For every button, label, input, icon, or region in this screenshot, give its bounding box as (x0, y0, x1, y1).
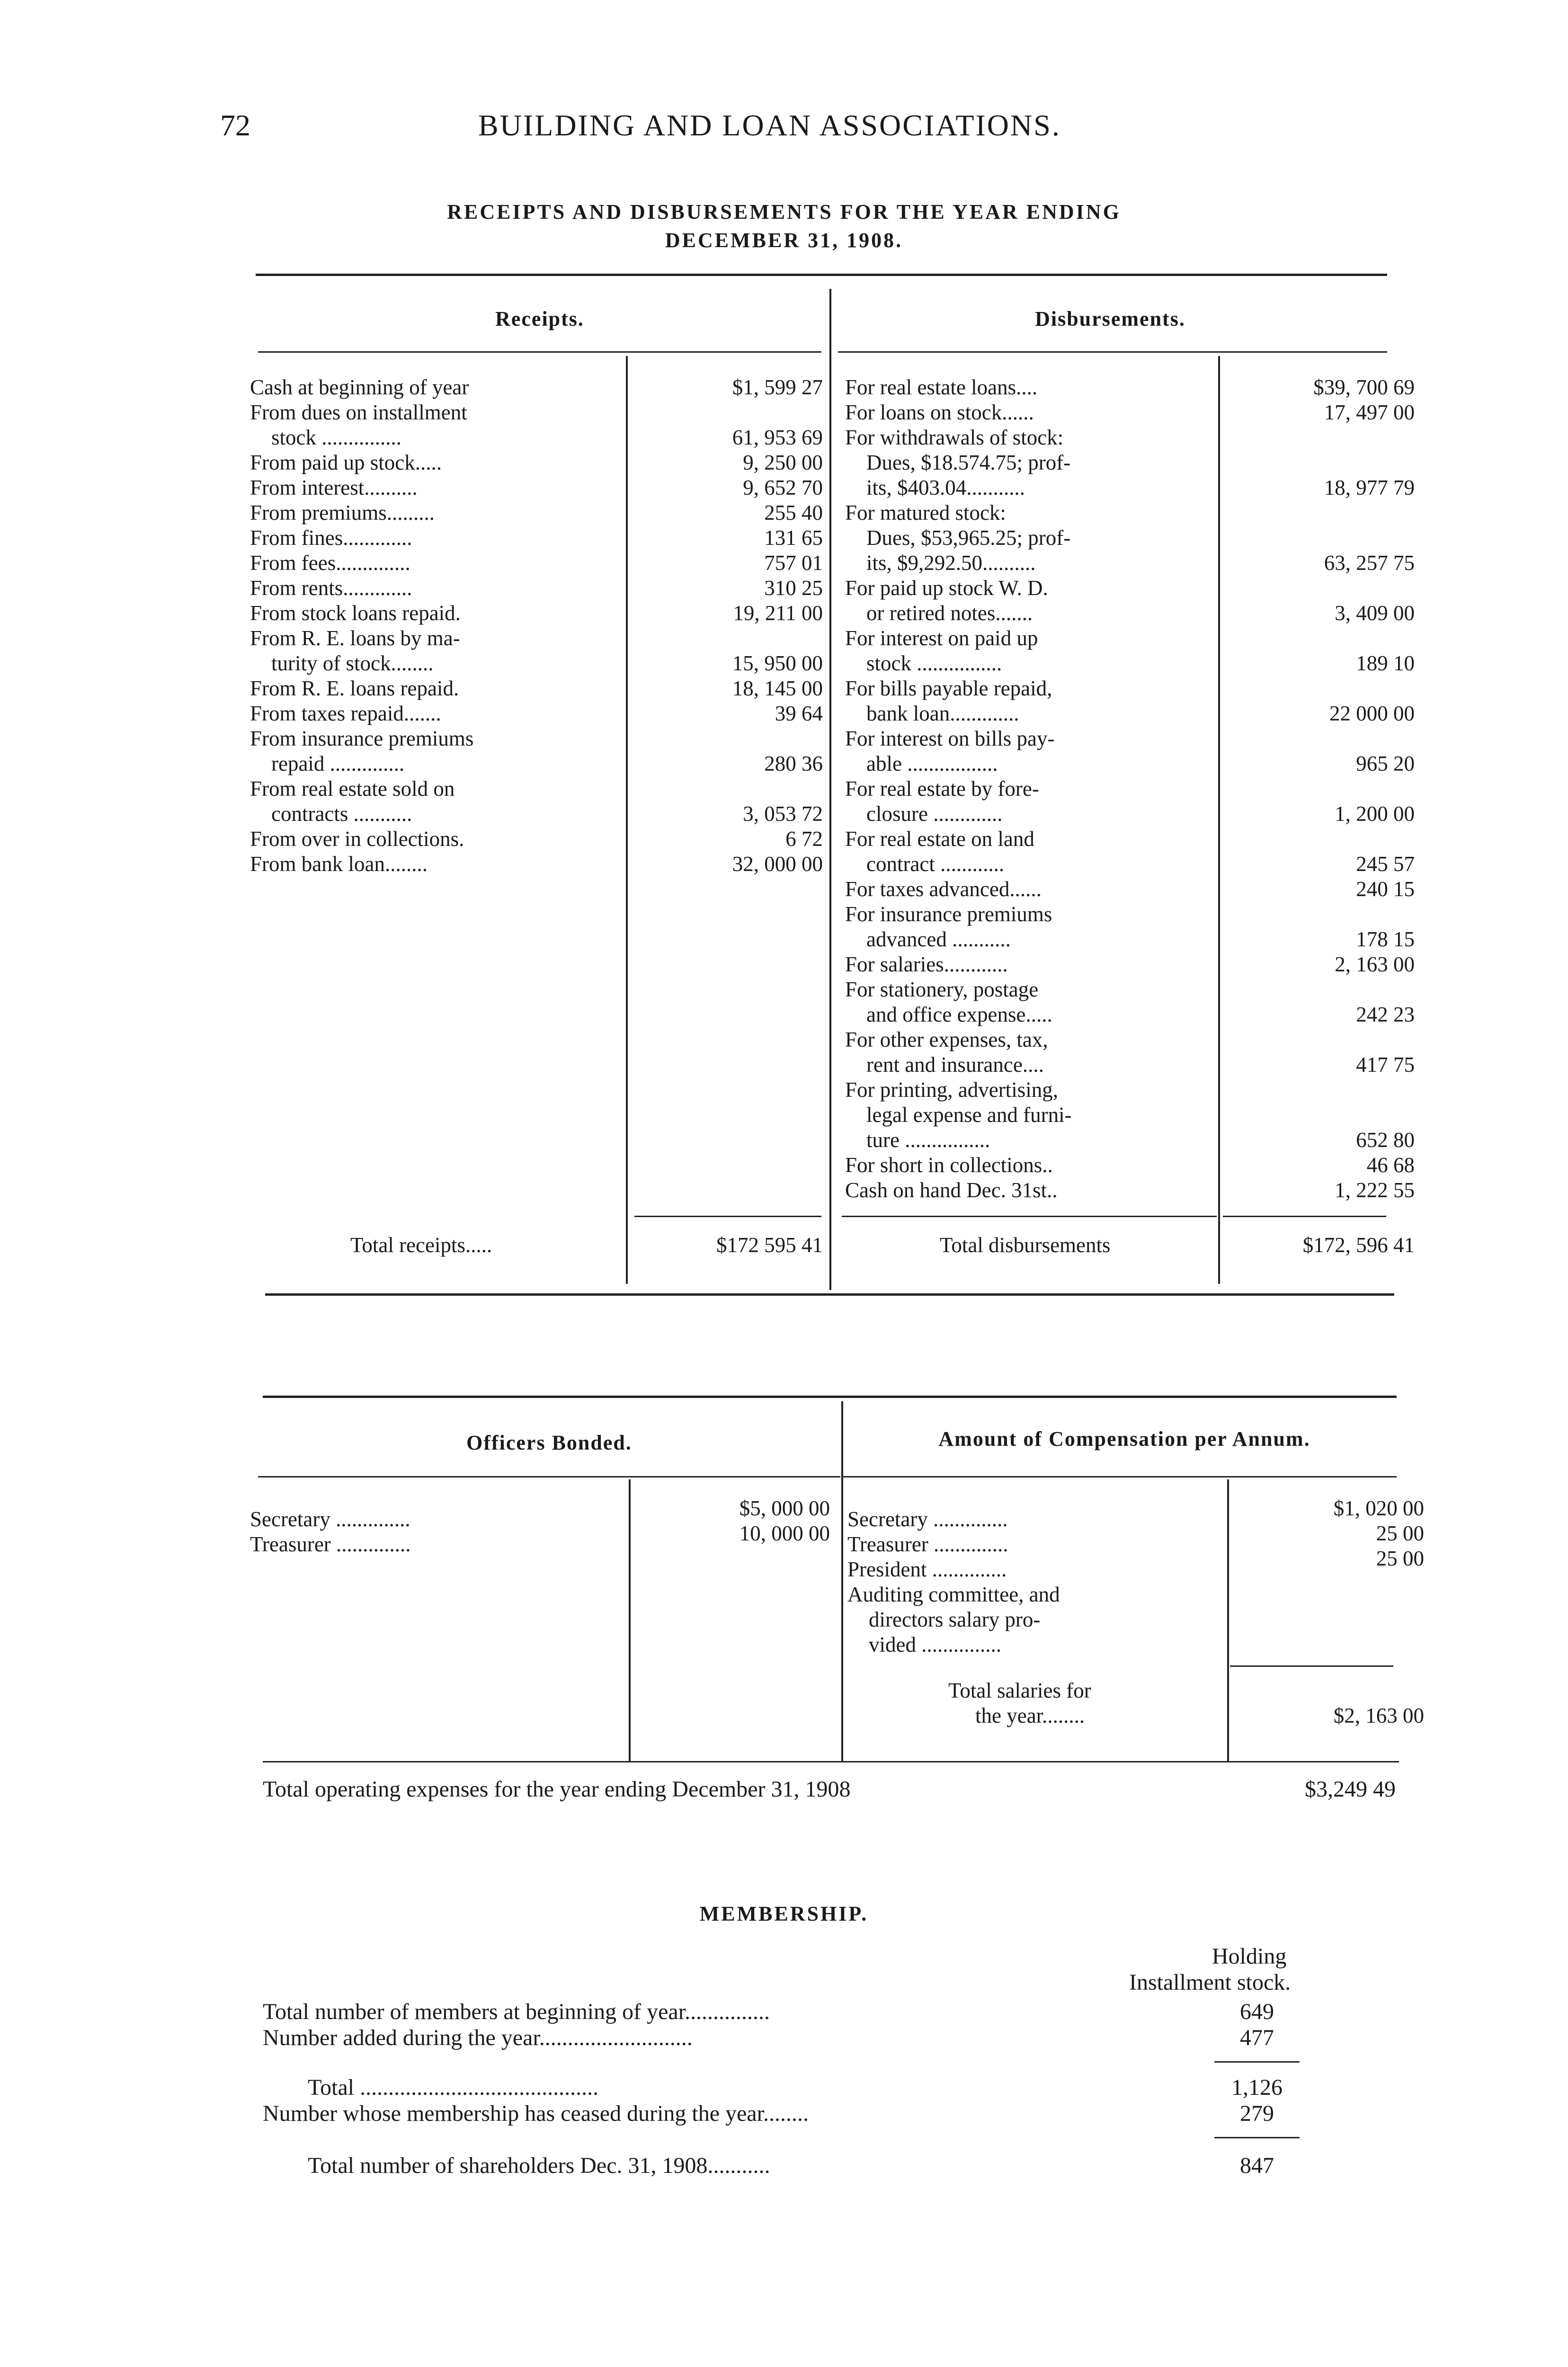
receipt-line-amount: $1, 599 27 (732, 375, 823, 399)
table-top-rule (256, 274, 1387, 276)
disbursement-line-amount: 18, 977 79 (1324, 476, 1415, 499)
receipt-line-label: From real estate sold on (250, 777, 455, 801)
disbursement-line-label: For stationery, postage (845, 978, 1039, 1001)
disbursement-line-label: stock ................ (845, 651, 1002, 675)
disbursement-line-amount: 2, 163 00 (1335, 952, 1415, 976)
compensation-line-label: Treasurer .............. (847, 1532, 1008, 1556)
membership-subtotal-rule (1214, 2061, 1300, 2063)
membership-row (263, 2100, 1399, 2127)
disbursements-heading-rule (838, 351, 1387, 353)
disbursement-line-label: able ................. (845, 752, 998, 775)
disbursement-line-label: For paid up stock W. D. (845, 576, 1048, 600)
disbursements-heading: Disbursements. (1035, 307, 1185, 330)
operating-expenses-label: Total operating expenses for the year ending December 31, 1908 (263, 1777, 851, 1802)
disbursement-line-label: closure ............. (845, 802, 1003, 826)
receipt-line-amount: 6 72 (785, 827, 823, 851)
compensation-line-label: vided ............... (847, 1633, 1001, 1656)
receipt-line-label: Cash at beginning of year (250, 375, 469, 399)
disbursement-line-label: For salaries............ (845, 952, 1008, 976)
disbursement-line-label: For bills payable repaid, (845, 676, 1052, 700)
officer-bond-line-label: Treasurer .............. (250, 1532, 411, 1556)
disbursement-line-label: For loans on stock...... (845, 400, 1034, 424)
officers-top-rule (263, 1396, 1397, 1398)
disbursement-line-label: rent and insurance.... (845, 1053, 1044, 1077)
receipt-line-amount: 18, 145 00 (732, 676, 823, 700)
table-center-divider (829, 289, 831, 1290)
receipt-line-label: From over in collections. (250, 827, 464, 851)
officer-bond-line-amount: $5, 000 00 (739, 1496, 830, 1520)
receipt-line-label: From R. E. loans repaid. (250, 676, 459, 700)
disbursement-line-amount: 63, 257 75 (1324, 551, 1415, 575)
compensation-total-rule (1230, 1665, 1393, 1667)
disbursements-amounts (1221, 375, 1415, 1203)
disbursements-labels (845, 375, 1216, 1203)
receipts-total-label: Total receipts..... (350, 1233, 492, 1257)
membership-row-label: Total number of shareholders Dec. 31, 1908........... (263, 2153, 770, 2178)
membership-row-label: Total number of members at beginning of year............... (263, 1999, 770, 2024)
receipts-label-divider (626, 356, 628, 1284)
officers-bonded-heading: Officers Bonded. (466, 1431, 632, 1454)
membership-row-value: 279 (1240, 2101, 1274, 2126)
receipt-line-amount (630, 400, 823, 425)
disbursement-line-label: For matured stock: (845, 501, 1006, 525)
disbursement-line-label: Dues, $18.574.75; prof- (845, 451, 1071, 474)
disbursement-line-label: For real estate on land (845, 827, 1034, 851)
membership-row-value: 649 (1240, 1999, 1274, 2024)
disbursement-line-amount: 46 68 (1366, 1153, 1415, 1177)
disbursements-total-amount-rule (1223, 1216, 1386, 1217)
receipts-total-amount: $172 595 41 (716, 1233, 823, 1257)
disbursement-line-label: For interest on bills pay- (845, 727, 1055, 750)
disbursement-line-amount (1221, 726, 1415, 751)
disbursement-line-label: For interest on paid up (845, 626, 1038, 650)
receipt-line-label: From bank loan........ (250, 852, 428, 876)
membership-row-value: 477 (1240, 2025, 1274, 2050)
receipt-line-amount (630, 726, 823, 751)
receipt-line-amount: 61, 953 69 (732, 426, 823, 449)
officers-bonded-amounts (632, 1496, 830, 1546)
compensation-amounts (1231, 1496, 1424, 1646)
receipt-line-amount: 39 64 (775, 702, 823, 725)
receipt-line-amount: 19, 211 00 (733, 601, 823, 625)
receipt-line-label: From taxes repaid....... (250, 702, 441, 725)
disbursement-line-amount: 1, 222 55 (1335, 1178, 1415, 1202)
receipt-line-amount: 310 25 (764, 576, 823, 600)
receipt-line-amount: 255 40 (764, 501, 823, 525)
officer-bond-line-label: Secretary .............. (250, 1507, 410, 1531)
disbursement-line-amount: 189 10 (1356, 651, 1415, 675)
receipt-line-amount: 3, 053 72 (743, 802, 823, 826)
disbursement-line-label: For withdrawals of stock: (845, 426, 1064, 449)
disbursement-line-label: and office expense..... (845, 1003, 1052, 1026)
section-title-line-1: RECEIPTS AND DISBURSEMENTS FOR THE YEAR ENDING (447, 200, 1121, 223)
compensation-line-amount (1231, 1621, 1424, 1646)
disbursements-total-label: Total disbursements (940, 1233, 1111, 1257)
officers-bottom-rule (263, 1761, 1399, 1762)
disbursement-line-label: For taxes advanced...... (845, 877, 1042, 901)
disbursement-line-amount: 652 80 (1356, 1128, 1415, 1152)
officer-bond-line-amount: 10, 000 00 (739, 1522, 830, 1545)
running-head: BUILDING AND LOAN ASSOCIATIONS. (478, 108, 1061, 142)
compensation-line-amount: 25 00 (1376, 1522, 1424, 1545)
receipt-line-label: contracts ........... (250, 802, 412, 826)
disbursement-line-amount (1221, 576, 1415, 601)
disbursement-line-amount: 245 57 (1356, 852, 1415, 876)
disbursement-line-amount (1221, 500, 1415, 525)
disbursement-line-amount (1221, 776, 1415, 801)
receipt-line-label: From fines............. (250, 526, 412, 550)
disbursement-line-amount (1221, 902, 1415, 927)
receipt-line-amount: 9, 250 00 (743, 451, 823, 474)
compensation-label-divider (1227, 1479, 1229, 1761)
disbursement-line-label: bank loan............. (845, 702, 1019, 725)
receipt-line-label: stock ............... (250, 426, 401, 449)
disbursement-line-label: legal expense and furni- (845, 1103, 1072, 1127)
disbursement-line-label: its, $403.04........... (845, 476, 1025, 499)
receipts-total-rule (634, 1216, 821, 1217)
page-number: 72 (220, 108, 250, 142)
disbursement-line-amount: 1, 200 00 (1335, 802, 1415, 826)
disbursement-line-amount (1221, 450, 1415, 475)
disbursement-line-label: its, $9,292.50.......... (845, 551, 1036, 575)
compensation-heading: Amount of Compensation per Annum. (938, 1427, 1310, 1450)
membership-row (263, 2153, 1399, 2179)
disbursement-line-label: Cash on hand Dec. 31st.. (845, 1178, 1058, 1202)
compensation-heading-rule (843, 1476, 1397, 1477)
receipt-line-label: From R. E. loans by ma- (250, 626, 460, 650)
officers-bonded-labels (250, 1507, 626, 1557)
disbursement-line-amount: 3, 409 00 (1335, 601, 1415, 625)
compensation-line-label: President .............. (847, 1557, 1007, 1581)
disbursement-line-amount (1221, 1027, 1415, 1052)
disbursement-line-amount: 22 000 00 (1329, 702, 1415, 725)
membership-row-value: 847 (1240, 2153, 1274, 2178)
disbursement-line-label: For real estate loans.... (845, 375, 1038, 399)
operating-expenses-amount: $3,249 49 (1305, 1777, 1396, 1802)
compensation-labels (847, 1507, 1226, 1657)
membership-row (263, 2025, 1399, 2051)
receipt-line-label: From rents............. (250, 576, 412, 600)
membership-row-label: Total .......................................... (263, 2075, 599, 2100)
disbursement-line-label: For short in collections.. (845, 1153, 1053, 1177)
disbursement-line-label: or retired notes....... (845, 601, 1033, 625)
receipt-line-amount: 280 36 (764, 752, 823, 775)
disbursement-line-amount (1221, 425, 1415, 450)
compensation-line-amount (1231, 1571, 1424, 1596)
compensation-line-amount (1231, 1596, 1424, 1621)
membership-row-label: Number added during the year........................... (263, 2025, 693, 2050)
receipt-line-amount: 9, 652 70 (743, 476, 823, 499)
receipts-heading-rule (258, 351, 821, 353)
receipt-line-label: From premiums......... (250, 501, 435, 525)
membership-total-rule (1214, 2137, 1300, 2138)
disbursement-line-label: Dues, $53,965.25; prof- (845, 526, 1071, 550)
disbursement-line-amount (1221, 1077, 1415, 1103)
receipts-heading: Receipts. (495, 307, 584, 330)
membership-column-heading-1: Holding (1212, 1944, 1287, 1969)
disbursement-line-amount: $39, 700 69 (1313, 375, 1415, 399)
receipt-line-amount: 131 65 (764, 526, 823, 550)
disbursements-total-rule (842, 1216, 1217, 1217)
compensation-line-label: Secretary .............. (847, 1507, 1008, 1531)
compensation-line-label: Auditing committee, and (847, 1583, 1060, 1606)
compensation-line-amount: $1, 020 00 (1333, 1496, 1424, 1520)
disbursement-line-label: For other expenses, tax, (845, 1028, 1048, 1051)
disbursement-line-amount: 965 20 (1356, 752, 1415, 775)
membership-row-value: 1,126 (1231, 2075, 1283, 2100)
receipt-line-label: From paid up stock..... (250, 451, 442, 474)
table-bottom-rule (265, 1293, 1394, 1296)
membership-row-label: Number whose membership has ceased during the year........ (263, 2101, 809, 2126)
disbursement-line-amount (1221, 626, 1415, 651)
receipt-line-amount: 32, 000 00 (732, 852, 823, 876)
disbursement-line-label: advanced ........... (845, 927, 1011, 951)
disbursement-line-amount (1221, 1103, 1415, 1128)
receipt-line-label: From interest.......... (250, 476, 418, 499)
receipt-line-label: From dues on installment (250, 400, 467, 424)
disbursement-line-amount (1221, 676, 1415, 701)
officers-label-divider (629, 1479, 631, 1761)
disbursement-line-label: For real estate by fore- (845, 777, 1039, 801)
compensation-line-amount: 25 00 (1376, 1547, 1424, 1570)
disbursement-line-amount (1221, 827, 1415, 852)
receipt-line-label: turity of stock........ (250, 651, 434, 675)
disbursement-line-label: For insurance premiums (845, 902, 1052, 926)
compensation-total-label-1: Total salaries for (948, 1679, 1091, 1702)
disbursement-line-amount: 178 15 (1356, 927, 1415, 951)
disbursement-line-amount (1221, 977, 1415, 1002)
compensation-total-label-2: the year........ (975, 1704, 1085, 1727)
disbursement-line-amount (1221, 525, 1415, 551)
disbursement-line-amount: 242 23 (1356, 1003, 1415, 1026)
section-title-line-2: DECEMBER 31, 1908. (665, 229, 903, 252)
receipt-line-label: repaid .............. (250, 752, 405, 775)
officers-heading-rule (258, 1476, 840, 1477)
disbursement-line-label: contract ............ (845, 852, 1005, 876)
compensation-line-label: directors salary pro- (847, 1608, 1041, 1631)
receipts-labels (250, 375, 624, 877)
disbursement-line-label: ture ................ (845, 1128, 990, 1152)
disbursement-line-amount: 417 75 (1356, 1053, 1415, 1077)
receipt-line-amount (630, 626, 823, 651)
disbursement-line-amount: 17, 497 00 (1324, 400, 1415, 424)
disbursement-line-amount: 240 15 (1356, 877, 1415, 901)
compensation-total-amount: $2, 163 00 (1333, 1704, 1424, 1727)
receipt-line-label: From insurance premiums (250, 727, 474, 750)
officers-center-divider (841, 1401, 843, 1761)
receipt-line-amount: 15, 950 00 (732, 651, 823, 675)
receipt-line-label: From stock loans repaid. (250, 601, 461, 625)
receipt-line-label: From fees.............. (250, 551, 410, 575)
receipt-line-amount: 757 01 (764, 551, 823, 575)
membership-column-heading-2: Installment stock. (1129, 1970, 1291, 1995)
receipts-amounts (630, 375, 823, 877)
disbursements-total-amount: $172, 596 41 (1302, 1233, 1415, 1257)
membership-heading: MEMBERSHIP. (699, 1902, 869, 1925)
membership-row (263, 2074, 1399, 2100)
disbursement-line-label: For printing, advertising, (845, 1078, 1058, 1102)
disbursements-label-divider (1218, 356, 1220, 1284)
membership-row (263, 1999, 1399, 2025)
receipt-line-amount (630, 776, 823, 801)
